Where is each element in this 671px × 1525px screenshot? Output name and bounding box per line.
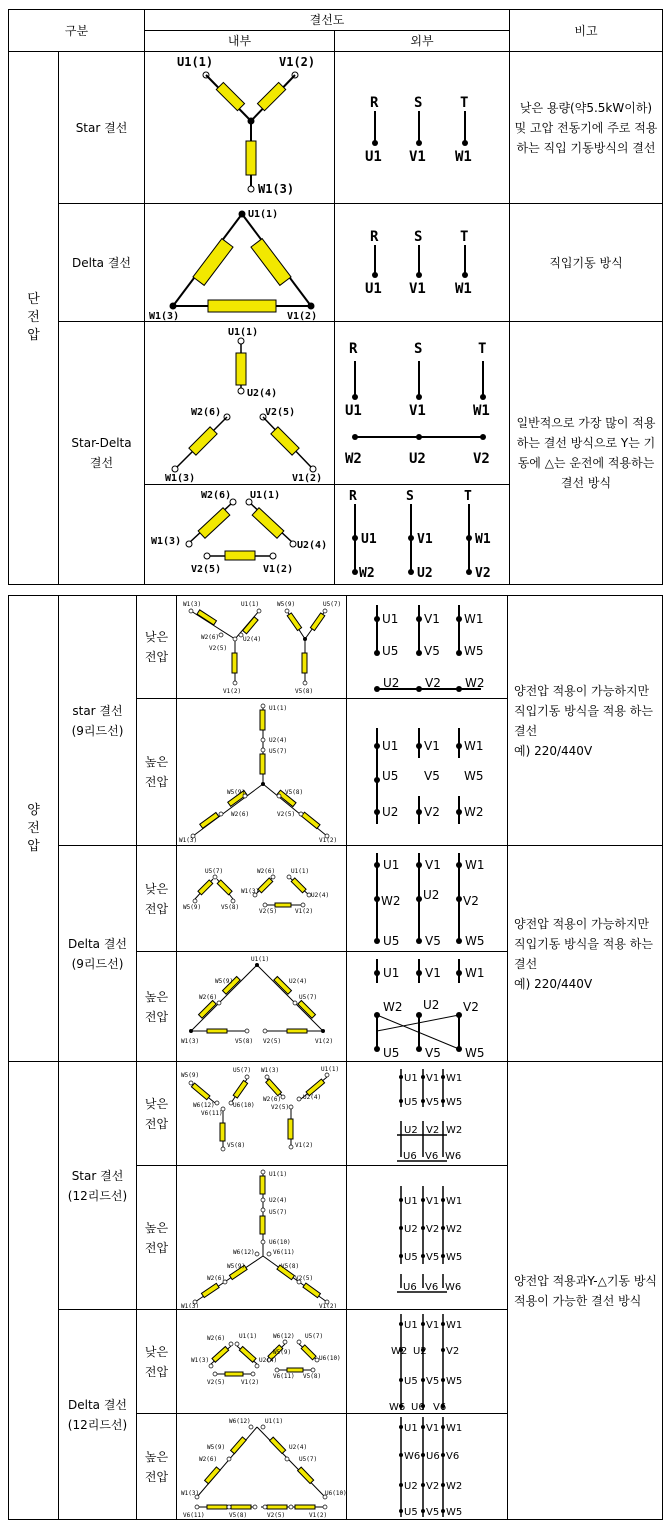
s12h-u2: U2(4) <box>269 1196 288 1204</box>
d12he-w5: W5 <box>446 1506 463 1518</box>
s12l-u5: U5(7) <box>233 1066 252 1074</box>
star-label: Star 결선 <box>59 52 145 204</box>
s9h-v2: V2(5) <box>277 811 296 818</box>
s9le-v1: V1 <box>424 612 440 626</box>
s12le-w6: W6 <box>445 1150 462 1162</box>
delta-label: Delta 결선 <box>59 204 145 322</box>
d9le-v2: V2 <box>463 893 479 908</box>
dual-voltage-table <box>8 595 663 1520</box>
d12h-u2: U2(4) <box>289 1443 308 1451</box>
d12he-w1: W1 <box>446 1422 463 1434</box>
sd-ext-delta-v1: V1 <box>417 531 433 547</box>
star-ext-v1: V1 <box>409 148 426 165</box>
s12l-u1: U1(1) <box>321 1065 340 1073</box>
d12h-u6: U6(10) <box>325 1489 347 1497</box>
delta-ext-v1: V1 <box>409 280 426 297</box>
s12he-u6: U6 <box>403 1281 417 1293</box>
delta12-high-label: 높은 전압 <box>137 1414 177 1520</box>
d9l-v1: V1(2) <box>295 907 314 915</box>
sd-ext-delta-w2: W2 <box>359 565 375 581</box>
sd-delta-u2: U2(4) <box>297 539 328 551</box>
star9-high-internal <box>177 699 347 846</box>
sd-ext-star-w2: W2 <box>345 451 362 467</box>
s9he-u5: U5 <box>382 769 399 783</box>
s9h-w1: W1(3) <box>179 837 198 844</box>
s12le-v2: V2 <box>426 1124 440 1136</box>
d12h-u1: U1(1) <box>265 1417 284 1425</box>
star9-note: 양전압 적용이 가능하지만 직입기동 방식을 적용 하는 결선 예) 220/440V <box>508 596 663 846</box>
s12l-w1: W1(3) <box>261 1066 280 1074</box>
s12l-w5: W5(9) <box>181 1071 200 1079</box>
delta9-low-internal <box>177 846 347 952</box>
star12-label: Star 결선 (12리드선) <box>59 1062 137 1310</box>
d12he-u6: U6 <box>426 1450 440 1462</box>
s12h-u6: U6(10) <box>269 1238 291 1246</box>
s12le-w5: W5 <box>446 1096 463 1108</box>
header-internal: 내부 <box>145 31 335 52</box>
star12-high-internal <box>177 1166 347 1310</box>
s9he-w2: W2 <box>464 805 484 819</box>
sd-ext-star-u1: U1 <box>345 403 362 419</box>
s9l-v1: V1(2) <box>223 688 242 695</box>
delta9-label: Delta 결선 (9리드선) <box>59 846 137 1062</box>
d9l-v2: V2(5) <box>259 907 278 915</box>
star9-high-label: 높은 전압 <box>137 699 177 846</box>
s9l-w1: W1(3) <box>183 601 202 608</box>
s12he-w1: W1 <box>446 1195 463 1207</box>
s9he-v2: V2 <box>424 805 440 819</box>
d12he-w2: W2 <box>446 1480 463 1492</box>
d9l-w5: W5(9) <box>183 903 202 911</box>
s12le-w2: W2 <box>446 1124 463 1136</box>
sd-delta-w1: W1(3) <box>151 535 182 547</box>
s9le-v2: V2 <box>425 676 441 690</box>
s12he-v1: V1 <box>426 1195 440 1207</box>
d12l-u5: U5(7) <box>305 1332 324 1340</box>
d12l-w1: W1(3) <box>191 1356 210 1364</box>
s12l-v2: V2(5) <box>271 1103 290 1111</box>
star9-high-external <box>347 699 508 846</box>
d9h-w5: W5(9) <box>215 977 234 985</box>
star-int-u1: U1(1) <box>177 54 214 69</box>
star12-low-label: 낮은 전압 <box>137 1062 177 1166</box>
d12le-u2: U2 <box>413 1345 427 1357</box>
d9h-v2: V2(5) <box>263 1037 282 1045</box>
d9he-u1: U1 <box>383 965 400 980</box>
d9h-u2: U2(4) <box>289 977 308 985</box>
s12h-v5: V5(8) <box>281 1262 300 1270</box>
d12he-u1: U1 <box>404 1422 418 1434</box>
sd-ext-star-s: S <box>414 341 423 357</box>
s9l-u2: U2(4) <box>243 636 262 643</box>
s9le-v5: V5 <box>424 644 440 658</box>
star12-note: 양전압 적용과Y-△기동 방식 적용이 가능한 결선 방식 <box>508 1062 663 1520</box>
star-ext-r: R <box>370 94 379 111</box>
stardelta-internal-delta-diagram <box>145 485 335 585</box>
d12le-v6: V6 <box>433 1401 447 1412</box>
d9h-w1: W1(3) <box>181 1037 200 1045</box>
d12le-w1: W1 <box>446 1319 463 1331</box>
header-external: 외부 <box>335 31 510 52</box>
star12-low-internal <box>177 1062 347 1166</box>
sd-delta-w2: W2(6) <box>201 489 232 501</box>
s12h-u5: U5(7) <box>269 1208 288 1216</box>
s12h-v6: V6(11) <box>273 1248 295 1256</box>
s12le-u6: U6 <box>403 1150 417 1162</box>
sd-star-u2: U2(4) <box>247 388 278 399</box>
s9h-u5: U5(7) <box>269 748 288 755</box>
delta9-high-internal <box>177 952 347 1062</box>
d12he-v2: V2 <box>426 1480 440 1492</box>
sd-ext-star-v2: V2 <box>473 451 490 467</box>
s12he-w5: W5 <box>446 1251 463 1263</box>
s12he-v6: V6 <box>425 1281 439 1293</box>
delta-note: 직입기동 방식 <box>510 204 663 322</box>
d12le-u5: U5 <box>404 1375 418 1387</box>
sd-ext-star-v1: V1 <box>409 403 426 419</box>
d12h-w5: W5(9) <box>207 1443 226 1451</box>
d9h-w2: W2(6) <box>199 993 218 1001</box>
s9he-v5: V5 <box>424 769 440 783</box>
s12h-v1: V1(2) <box>319 1302 338 1308</box>
s9l-v5: V5(8) <box>295 688 314 695</box>
s12he-v5: V5 <box>426 1251 440 1263</box>
dual-voltage-group-2 <box>9 1062 59 1520</box>
s12l-w6: W6(12) <box>193 1101 215 1109</box>
s12le-v5: V5 <box>426 1096 440 1108</box>
d12l-u2: U2(4) <box>259 1356 278 1364</box>
d12l-v1: V1(2) <box>241 1378 260 1386</box>
sd-star-v2: V2(5) <box>265 407 296 418</box>
delta-int-v1: V1(2) <box>287 310 318 321</box>
star9-low-external <box>347 596 508 699</box>
s12h-v2: V2(5) <box>295 1274 314 1282</box>
d12le-v1: V1 <box>426 1319 440 1331</box>
d12h-v2: V2(5) <box>267 1511 286 1519</box>
s9he-w5: W5 <box>464 769 484 783</box>
stardelta-external-delta-diagram <box>335 485 510 585</box>
sd-delta-v2: V2(5) <box>191 563 222 575</box>
star-int-w1: W1(3) <box>258 181 295 196</box>
s12le-v1: V1 <box>426 1072 440 1084</box>
sd-star-u1: U1(1) <box>228 327 259 338</box>
s12l-u6: U6(10) <box>233 1101 255 1109</box>
star-ext-w1: W1 <box>455 148 472 165</box>
delta9-note: 양전압 적용이 가능하지만 직입기동 방식을 적용 하는 결선 예) 220/440V <box>508 846 663 1062</box>
d9he-w2: W2 <box>383 999 403 1014</box>
s9he-v1: V1 <box>424 739 440 753</box>
d9le-u5: U5 <box>383 933 400 948</box>
delta-ext-w1: W1 <box>455 280 472 297</box>
d9le-u2: U2 <box>423 887 440 902</box>
sd-ext-star-w1: W1 <box>473 403 490 419</box>
delta-external-diagram <box>335 204 510 322</box>
s9l-v2: V2(5) <box>209 645 228 652</box>
delta-internal-diagram <box>145 204 335 322</box>
d9h-u1: U1(1) <box>251 955 270 963</box>
single-voltage-label: 단 전 압 <box>27 292 40 343</box>
star12-high-external <box>347 1166 508 1310</box>
star-ext-t: T <box>460 94 469 111</box>
s12l-v6: V6(11) <box>201 1109 223 1117</box>
delta-int-w1: W1(3) <box>149 310 180 321</box>
d9he-v5: V5 <box>425 1045 441 1060</box>
delta12-label: Delta 결선 (12리드선) <box>59 1310 137 1520</box>
d9le-v5: V5 <box>425 933 441 948</box>
star9-low-label: 낮은 전압 <box>137 596 177 699</box>
delta-ext-r: R <box>370 228 379 245</box>
delta9-low-external <box>347 846 508 952</box>
s12l-v1: V1(2) <box>295 1141 314 1149</box>
delta9-high-label: 높은 전압 <box>137 952 177 1062</box>
d9l-v5: V5(8) <box>221 903 240 911</box>
d9le-w5: W5 <box>465 933 485 948</box>
delta12-high-external <box>347 1414 508 1520</box>
delta9-low-label: 낮은 전압 <box>137 846 177 952</box>
s12he-u1: U1 <box>404 1195 418 1207</box>
dual-voltage-label: 양 전 압 <box>27 802 40 854</box>
stardelta-external-star-diagram <box>335 322 510 485</box>
s9he-u1: U1 <box>382 739 399 753</box>
star-ext-s: S <box>414 94 423 111</box>
sd-ext-delta-u2: U2 <box>417 565 433 581</box>
s9le-w5: W5 <box>464 644 484 658</box>
d12le-u6: U6 <box>411 1401 425 1412</box>
s12he-w6: W6 <box>445 1281 462 1293</box>
d9he-w1: W1 <box>465 965 485 980</box>
d12l-u1: U1(1) <box>239 1332 258 1340</box>
s12le-v6: V6 <box>425 1150 439 1162</box>
sd-ext-delta-s: S <box>406 488 414 504</box>
star-note: 낮은 용량(약5.5kW이하) 및 고압 전동기에 주로 적용하는 직입 기동방식의 결선 <box>510 52 663 204</box>
d9he-w5: W5 <box>465 1045 485 1060</box>
s9l-w5: W5(9) <box>277 601 296 608</box>
s12he-v2: V2 <box>426 1223 440 1235</box>
star-external-diagram <box>335 52 510 204</box>
s9h-v5: V5(8) <box>285 789 304 796</box>
s12h-w6: W6(12) <box>233 1248 255 1256</box>
sd-ext-delta-u1: U1 <box>361 531 377 547</box>
d12h-v6: V6(11) <box>183 1511 205 1519</box>
s12he-u5: U5 <box>404 1251 418 1263</box>
d9h-u5: U5(7) <box>299 993 318 1001</box>
s9h-u2: U2(4) <box>269 737 288 744</box>
s9he-w1: W1 <box>464 739 484 753</box>
delta-ext-u1: U1 <box>365 280 382 297</box>
star12-high-label: 높은 전압 <box>137 1166 177 1310</box>
s12h-w5: W5(9) <box>227 1262 246 1270</box>
s12le-u5: U5 <box>404 1096 418 1108</box>
s12le-w1: W1 <box>446 1072 463 1084</box>
d12he-v6: V6 <box>446 1450 460 1462</box>
d9he-v1: V1 <box>425 965 441 980</box>
d9le-v1: V1 <box>425 857 441 872</box>
delta12-low-label: 낮은 전압 <box>137 1310 177 1414</box>
stardelta-note: 일반적으로 가장 많이 적용하는 결선 방식으로 Y는 기동에 △는 운전에 적용하는 결선 방식 <box>510 322 663 585</box>
d12h-w2: W2(6) <box>199 1455 218 1463</box>
d12le-v5: V5 <box>426 1375 440 1387</box>
d12h-v1: V1(2) <box>309 1511 328 1519</box>
s9l-w2: W2(6) <box>201 634 220 641</box>
d9he-v2: V2 <box>463 999 479 1014</box>
sd-star-w2: W2(6) <box>191 407 222 418</box>
star12-low-external <box>347 1062 508 1166</box>
d9l-w1: W1(3) <box>241 887 260 895</box>
sd-ext-delta-r: R <box>349 488 357 504</box>
d9he-u2: U2 <box>423 997 440 1012</box>
d12le-w6: W6 <box>389 1401 406 1412</box>
header-category: 구분 <box>9 10 145 52</box>
d12h-u5: U5(7) <box>299 1455 318 1463</box>
d12he-v1: V1 <box>426 1422 440 1434</box>
d12l-v5: V5(8) <box>303 1372 322 1380</box>
s9le-w2: W2 <box>465 676 485 690</box>
sd-ext-star-r: R <box>349 341 358 357</box>
s9h-w5: W5(9) <box>227 789 246 796</box>
d9le-u1: U1 <box>383 857 400 872</box>
delta12-low-internal <box>177 1310 347 1414</box>
d12l-v6: V6(11) <box>273 1372 295 1380</box>
d12l-v2: V2(5) <box>207 1378 226 1386</box>
s9l-u1: U1(1) <box>241 601 260 608</box>
stardelta-label: Star-Delta 결선 <box>59 322 145 585</box>
d9l-u5: U5(7) <box>205 867 224 875</box>
sd-ext-star-t: T <box>478 341 487 357</box>
d9le-w2: W2 <box>381 893 401 908</box>
d9l-u1: U1(1) <box>291 867 310 875</box>
d12le-w5: W5 <box>446 1375 463 1387</box>
single-voltage-group <box>9 52 59 585</box>
s9h-w2: W2(6) <box>231 811 250 818</box>
header-remarks: 비고 <box>510 10 663 52</box>
star-int-v1: V1(2) <box>279 54 316 69</box>
star-internal-diagram <box>145 52 335 204</box>
delta12-high-internal <box>177 1414 347 1520</box>
d12le-w2: W2 <box>391 1345 408 1357</box>
header-diagram: 결선도 <box>145 10 510 31</box>
d12le-v2: V2 <box>446 1345 460 1357</box>
s9le-u5: U5 <box>382 644 399 658</box>
s9l-u5: U5(7) <box>323 601 342 608</box>
s12le-u2: U2 <box>404 1124 418 1136</box>
d9h-v5: V5(8) <box>235 1037 254 1045</box>
sd-star-w1: W1(3) <box>165 473 196 483</box>
d12he-u5: U5 <box>404 1506 418 1518</box>
delta-ext-s: S <box>414 228 423 245</box>
d9l-u2: U2(4) <box>311 891 330 899</box>
delta-ext-t: T <box>460 228 469 245</box>
d9le-w1: W1 <box>465 857 485 872</box>
sd-delta-v1: V1(2) <box>263 563 294 575</box>
s9h-v1: V1(2) <box>319 837 338 844</box>
s9le-w1: W1 <box>464 612 484 626</box>
s12he-w2: W2 <box>446 1223 463 1235</box>
s12le-u1: U1 <box>404 1072 418 1084</box>
sd-ext-delta-w1: W1 <box>475 531 491 547</box>
s9he-u2: U2 <box>382 805 399 819</box>
d12l-u6: U6(10) <box>319 1354 341 1362</box>
s9le-u2: U2 <box>383 676 400 690</box>
delta9-high-external <box>347 952 508 1062</box>
star9-low-internal <box>177 596 347 699</box>
stardelta-internal-star-diagram <box>145 322 335 485</box>
s12he-u2: U2 <box>404 1223 418 1235</box>
s12l-w2: W2(6) <box>263 1095 282 1103</box>
d9he-u5: U5 <box>383 1045 400 1060</box>
d12he-v5: V5 <box>426 1506 440 1518</box>
d12l-w5: W5(9) <box>273 1348 292 1356</box>
dual-voltage-group <box>9 596 59 1062</box>
d12h-w1: W1(3) <box>181 1489 200 1497</box>
sd-delta-u1: U1(1) <box>250 489 281 501</box>
d12h-v5: V5(8) <box>229 1511 248 1519</box>
s12h-u1: U1(1) <box>269 1170 288 1178</box>
d9h-v1: V1(2) <box>315 1037 334 1045</box>
s12l-u2: U2(4) <box>303 1093 322 1101</box>
s12h-w2: W2(6) <box>207 1274 226 1282</box>
star-ext-u1: U1 <box>365 148 382 165</box>
delta-int-u1: U1(1) <box>248 208 279 220</box>
d12l-w2: W2(6) <box>207 1334 226 1342</box>
star9-label: star 결선 (9리드선) <box>59 596 137 846</box>
s12l-v5: V5(8) <box>227 1141 246 1149</box>
d12he-u2: U2 <box>404 1480 418 1492</box>
sd-ext-star-u2: U2 <box>409 451 426 467</box>
d12h-w6: W6(12) <box>229 1417 251 1425</box>
sd-ext-delta-v2: V2 <box>475 565 491 581</box>
d9l-w2: W2(6) <box>257 867 276 875</box>
s12h-w1: W1(3) <box>181 1302 200 1308</box>
s9h-u1: U1(1) <box>269 705 288 712</box>
d12le-u1: U1 <box>404 1319 418 1331</box>
delta12-low-external <box>347 1310 508 1414</box>
sd-star-v1: V1(2) <box>292 473 323 483</box>
single-voltage-table <box>8 9 663 585</box>
s9le-u1: U1 <box>382 612 399 626</box>
d12he-w6: W6 <box>404 1450 421 1462</box>
d12l-w6: W6(12) <box>273 1332 295 1340</box>
sd-ext-delta-t: T <box>464 488 472 504</box>
